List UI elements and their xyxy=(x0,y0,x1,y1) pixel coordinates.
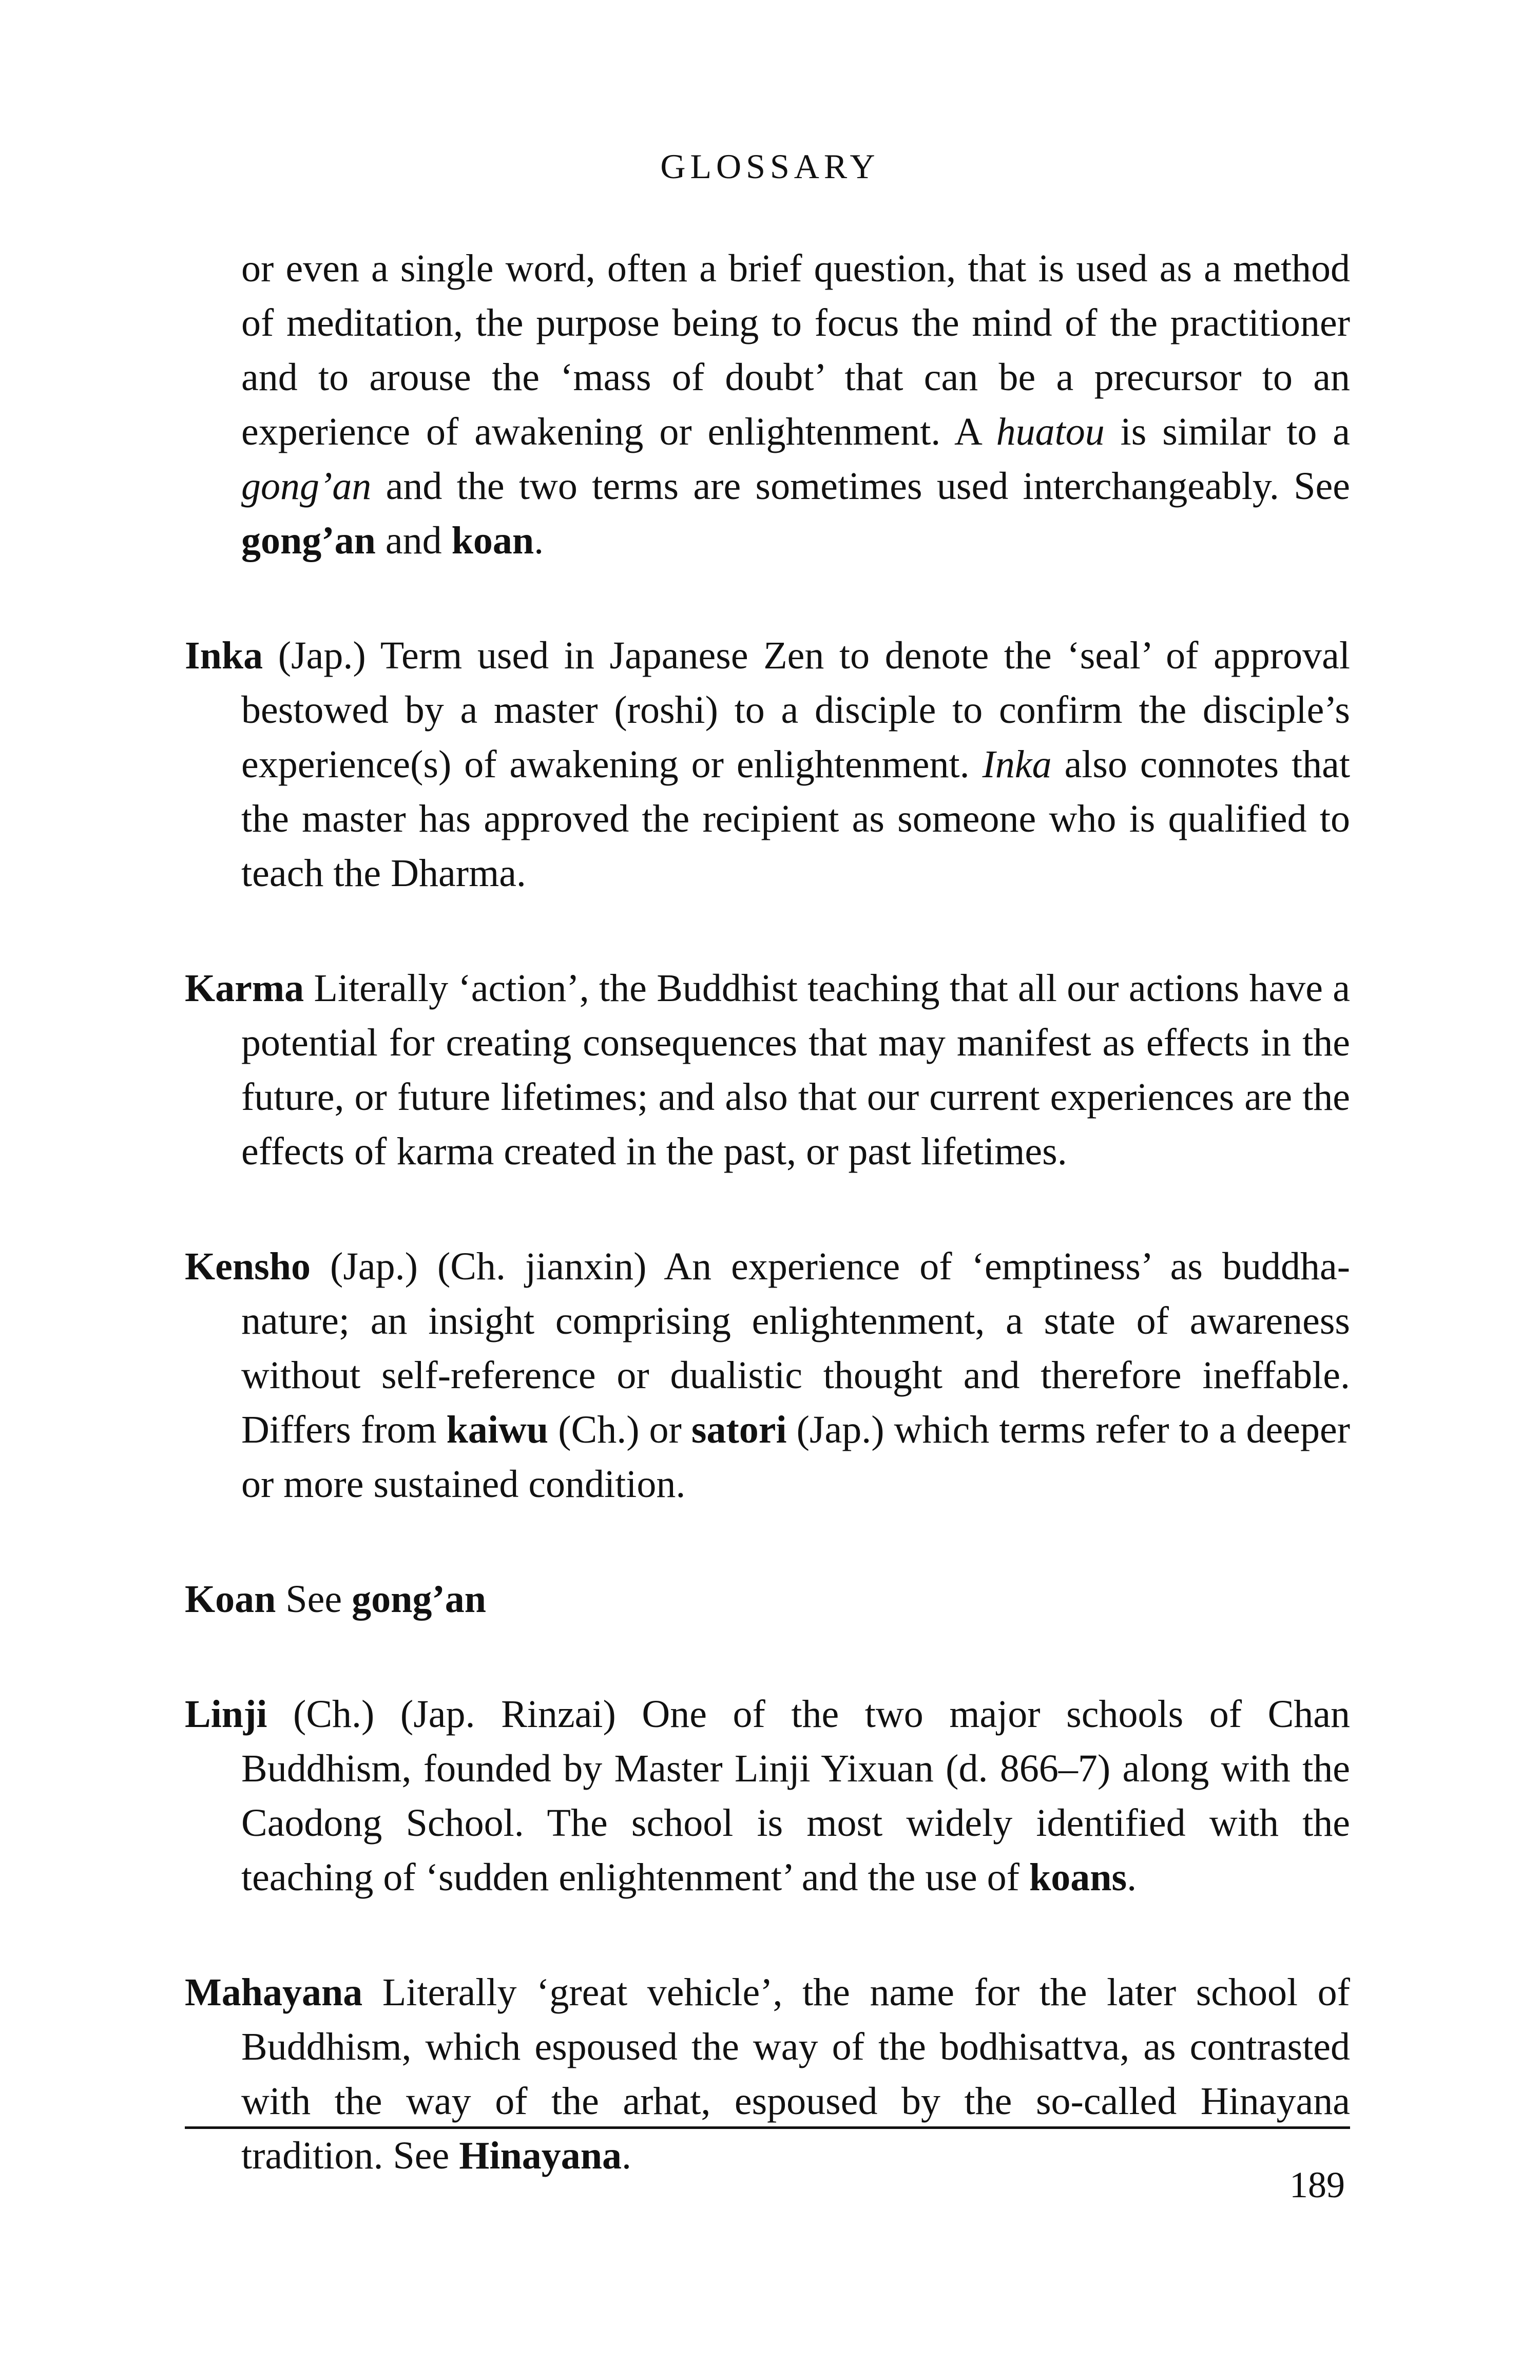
glossary-entry-mahayana xyxy=(185,1965,1350,2183)
definition-text: is similar to a xyxy=(1104,410,1350,453)
definition-text: . xyxy=(1127,1856,1137,1899)
definition-text: (Jap.) which terms refer to a deeper or more sustained condition. xyxy=(241,1408,1351,1506)
glossary-body xyxy=(185,241,1350,2183)
entry-term: Karma xyxy=(185,967,304,1010)
cross-reference: kaiwu xyxy=(446,1408,549,1451)
glossary-entry-karma xyxy=(185,961,1350,1179)
cross-reference: satori xyxy=(691,1408,787,1451)
definition-text: Literally ‘action’, the Buddhist teaching that all our actions have a potential for creating consequences that may manifest as effects in the future, or future lifetimes; and also that our current experiences are the effects of karma created in the past, or past lifetimes. xyxy=(241,967,1350,1173)
definition-text: (Jap.) (Ch. jianxin) An experience of ‘emptiness’ as buddha-nature; an insight comprising enlightenment, a state of awareness without self-reference or dualistic thought and therefore ineffable. Differs from xyxy=(241,1245,1350,1451)
definition-text: also connotes that the master has approved the recipient as someone who is qualified to teach the Dharma. xyxy=(241,743,1350,895)
definition-text: . xyxy=(622,2134,631,2177)
footer-rule xyxy=(185,2126,1350,2129)
entry-term: Inka xyxy=(185,634,263,677)
glossary-entry-inka xyxy=(185,628,1350,900)
definition-text: and xyxy=(375,519,452,562)
definition-text: (Ch.) or xyxy=(548,1408,691,1451)
definition-text: See xyxy=(276,1578,352,1621)
definition-text: . xyxy=(534,519,544,562)
italic-term: gong’an xyxy=(241,465,372,508)
entry-term: Koan xyxy=(185,1578,276,1621)
running-header: GLOSSARY xyxy=(660,147,880,186)
entry-term: Mahayana xyxy=(185,1971,363,2014)
definition-text: (Jap.) Term used in Japanese Zen to denote the ‘seal’ of approval bestowed by a master (roshi) to a disciple to confirm the disciple’s experience(s) of awakening or enlightenment. xyxy=(241,634,1350,786)
cross-reference: gong’an xyxy=(352,1578,486,1621)
glossary-entry-kensho xyxy=(185,1239,1350,1511)
italic-term: Inka xyxy=(982,743,1052,786)
glossary-entry-linji xyxy=(185,1687,1350,1905)
cross-reference: koan xyxy=(451,519,534,562)
page-number: 189 xyxy=(1289,2164,1345,2205)
definition-text: or even a single word, often a brief question, that is used as a method of meditation, the purpose being to focus the mind of the practitioner and to arouse the ‘mass of doubt’ that can be a precursor to an experience of awakening or enlightenment. A xyxy=(241,247,1350,453)
continued-definition xyxy=(185,241,1350,568)
glossary-entry-koan xyxy=(185,1572,1350,1626)
definition-text: and the two terms are sometimes used interchangeably. See xyxy=(371,465,1350,508)
entry-term: Kensho xyxy=(185,1245,311,1288)
entry-term: Linji xyxy=(185,1693,267,1736)
definition-text: (Ch.) (Jap. Rinzai) One of the two major schools of Chan Buddhism, founded by Master Linji Yixuan (d. 866–7) along with the Caodong School. The school is most widely identified with the teaching of ‘sudden enlightenment’ and the use of xyxy=(241,1693,1350,1899)
definition-text: Literally ‘great vehicle’, the name for the later school of Buddhism, which espoused the way of the bodhisattva, as contrasted with the way of the arhat, espoused by the so-called Hinayana tradition. See xyxy=(241,1971,1350,2177)
cross-reference: gong’an xyxy=(241,519,376,562)
italic-term: huatou xyxy=(996,410,1105,453)
cross-reference: Hinayana xyxy=(459,2134,622,2177)
cross-reference: koans xyxy=(1029,1856,1127,1899)
